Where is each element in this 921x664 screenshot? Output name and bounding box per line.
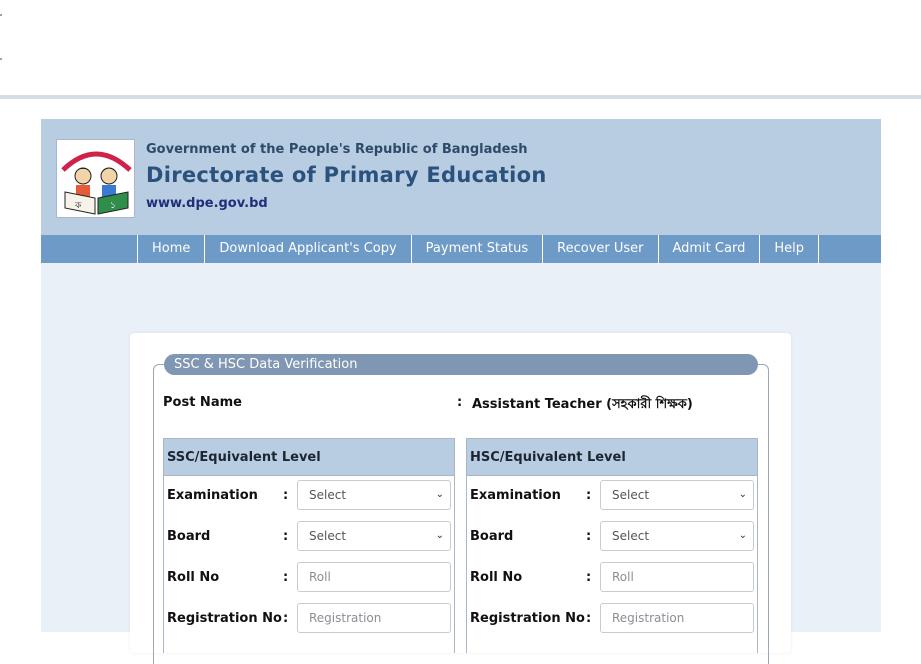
ssc-panel-title: SSC/Equivalent Level [164,439,454,476]
ssc-board-select[interactable] [297,521,451,551]
hsc-examination-colon: : [586,488,592,503]
site-container [41,119,881,632]
hsc-examination-label: Examination [470,488,561,503]
government-line: Government of the People's Republic of Bangladesh [146,142,528,157]
nav-home[interactable]: Home [137,235,204,263]
ssc-registration-label: Registration No [167,611,282,626]
ssc-examination-colon: : [283,488,289,503]
nav-recover-user[interactable]: Recover User [542,235,657,263]
ssc-roll-colon: : [283,570,289,585]
verification-card [130,333,791,653]
ssc-registration-input[interactable]: Registration [297,603,451,633]
department-title: Directorate of Primary Education [146,163,547,187]
hsc-registration-label: Registration No [470,611,585,626]
site-url[interactable]: www.dpe.gov.bd [146,196,268,211]
ssc-examination-label: Examination [167,488,258,503]
ssc-roll-input[interactable]: Roll [297,562,451,592]
ssc-board-selected: Select [309,529,347,543]
ssc-board-colon: : [283,529,289,544]
ssc-roll-label: Roll No [167,570,220,585]
nav-payment-status[interactable]: Payment Status [411,235,542,263]
nav-admit-card[interactable]: Admit Card [658,235,760,263]
ssc-panel [163,438,455,653]
hsc-examination-row [467,480,757,510]
fieldset-legend: SSC & HSC Data Verification [164,354,758,375]
hsc-roll-label: Roll No [470,570,523,585]
hsc-board-selected: Select [612,529,650,543]
chevron-down-icon: ⌄ [435,489,444,500]
hsc-board-label: Board [470,529,514,544]
edge-mark [0,58,2,60]
post-name-colon: : [457,395,463,410]
site-header [41,119,881,235]
ssc-registration-colon: : [283,611,289,626]
post-name-value: Assistant Teacher (সহকারী শিক্ষক) [472,397,693,412]
hsc-panel [466,438,758,653]
hsc-roll-row [467,562,757,592]
ssc-examination-row [164,480,454,510]
hsc-roll-colon: : [586,570,592,585]
hsc-roll-input[interactable]: Roll [600,562,754,592]
hsc-panel-title: HSC/Equivalent Level [467,439,757,476]
dpe-logo-icon[interactable] [56,139,135,218]
nav-help[interactable]: Help [759,235,819,263]
chevron-down-icon: ⌄ [738,489,747,500]
top-divider [0,95,921,99]
svg-text:ক: ক [75,201,82,211]
main-navbar [41,235,881,263]
svg-text:১: ১ [110,201,116,211]
nav-download-applicants-copy[interactable]: Download Applicant's Copy [204,235,410,263]
hsc-board-colon: : [586,529,592,544]
hsc-examination-selected: Select [612,488,650,502]
hsc-board-row [467,521,757,551]
browser-top-area [0,0,921,96]
hsc-registration-row [467,603,757,633]
hsc-examination-select[interactable] [600,480,754,510]
hsc-board-select[interactable] [600,521,754,551]
ssc-roll-row [164,562,454,592]
ssc-examination-selected: Select [309,488,347,502]
chevron-down-icon: ⌄ [435,530,444,541]
ssc-board-label: Board [167,529,211,544]
edge-mark [0,14,2,16]
ssc-examination-select[interactable] [297,480,451,510]
chevron-down-icon: ⌄ [738,530,747,541]
ssc-board-row [164,521,454,551]
hsc-registration-colon: : [586,611,592,626]
post-name-label: Post Name [163,395,242,410]
hsc-registration-input[interactable]: Registration [600,603,754,633]
ssc-registration-row [164,603,454,633]
